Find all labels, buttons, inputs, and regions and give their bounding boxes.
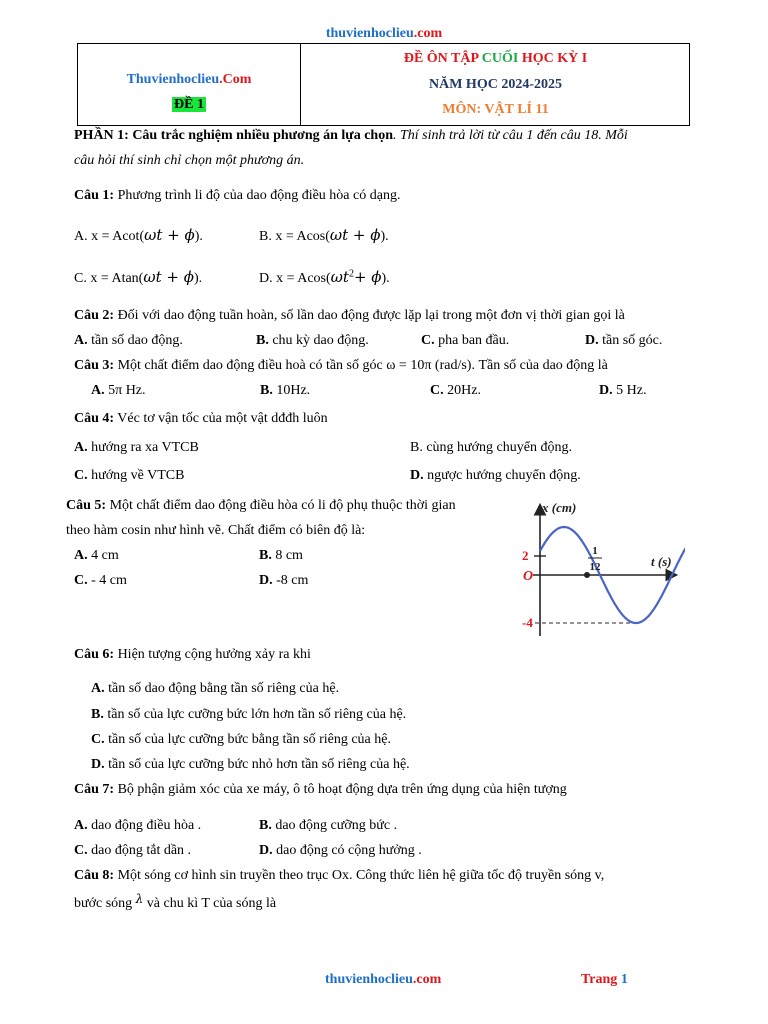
q5-option-b[interactable]: B. 8 cm	[259, 548, 303, 563]
origin-label: O	[523, 569, 534, 584]
q1-option-b[interactable]: B. x = Acos(ωt + ϕ).	[259, 226, 389, 244]
q2-option-c[interactable]: C. pha ban đầu.	[421, 333, 510, 348]
footer-site-url[interactable]: thuvienhoclieu.com	[325, 972, 442, 987]
exam-header-box	[77, 43, 690, 126]
q2-option-a[interactable]: A. tần số dao động.	[74, 333, 183, 348]
q6-option-b[interactable]: B. tần số của lực cưỡng bức lớn hơn tần số riêng của hệ.	[91, 707, 407, 722]
q4-option-d[interactable]: D. ngược hướng chuyển động.	[410, 468, 581, 483]
subject: MÔN: VẬT LÍ 11	[442, 102, 549, 117]
question-1: Câu 1: Phương trình li độ của dao động điều hòa có dạng.	[74, 188, 401, 203]
q3-option-d[interactable]: D. 5 Hz.	[599, 383, 647, 398]
q7-option-c[interactable]: C. dao động tắt dần .	[74, 843, 192, 858]
question-8: Câu 8: Một sóng cơ hình sin truyền theo trục Ox. Công thức liên hệ giữa tốc độ truyền sóng v,	[74, 868, 605, 883]
q2-option-b[interactable]: B. chu kỳ dao động.	[256, 333, 369, 348]
lambda-symbol: λ	[135, 892, 144, 906]
x-axis-label: t (s)	[651, 554, 672, 569]
y-tick-label-2: 2	[522, 548, 529, 563]
x-tick-num: 1	[592, 545, 598, 557]
question-7: Câu 7: Bộ phận giảm xóc của xe máy, ô tô hoạt động dựa trên ứng dụng của hiện tượng	[74, 782, 567, 797]
q5-option-d[interactable]: D. -8 cm	[259, 573, 309, 588]
question-2: Câu 2: Đối với dao động tuần hoàn, số lần dao động được lặp lại trong một đơn vị thời gian gọi là	[74, 308, 625, 323]
q6-option-d[interactable]: D. tần số của lực cưỡng bức nhỏ hơn tần số riêng của hệ.	[91, 757, 410, 772]
question-6: Câu 6: Hiện tượng cộng hưởng xảy ra khi	[74, 647, 311, 662]
question-5: Câu 5: Một chất điểm dao động điều hòa có li độ phụ thuộc thời gian	[66, 498, 456, 513]
exam-code: ĐỀ 1	[174, 97, 204, 112]
part1-heading: PHẦN 1: Câu trắc nghiệm nhiều phương án lựa chọn. Thí sinh trả lời từ câu 1 đến câu 18. Mỗi	[74, 128, 628, 143]
q3-option-a[interactable]: A. 5π Hz.	[91, 383, 146, 398]
page-number: Trang 1	[581, 972, 628, 987]
q4-option-c[interactable]: C. hướng về VTCB	[74, 468, 185, 483]
part1-instruction: câu hỏi thí sinh chỉ chọn một phương án.	[74, 153, 305, 168]
question-4: Câu 4: Véc tơ vận tốc của một vật dđđh luôn	[74, 411, 328, 426]
q6-option-c[interactable]: C. tần số của lực cưỡng bức bằng tần số riêng của hệ.	[91, 732, 391, 747]
school-year: NĂM HỌC 2024-2025	[429, 77, 562, 92]
q3-option-c[interactable]: C. 20Hz.	[430, 383, 481, 398]
y-tick-label-neg4: -4	[522, 615, 533, 630]
q4-option-b[interactable]: B. cùng hướng chuyển động.	[410, 440, 572, 455]
oscillation-graph	[505, 496, 685, 641]
q2-option-d[interactable]: D. tần số góc.	[585, 333, 663, 348]
q3-option-b[interactable]: B. 10Hz.	[260, 383, 311, 398]
x-tick-den: 12	[589, 561, 601, 573]
q7-option-b[interactable]: B. dao động cưỡng bức .	[259, 818, 398, 833]
q1-option-c[interactable]: C. x = Atan(ωt + ϕ).	[74, 268, 203, 286]
q5-option-a[interactable]: A. 4 cm	[74, 548, 119, 563]
q6-option-a[interactable]: A. tần số dao động bằng tần số riêng của hệ.	[91, 681, 340, 696]
q7-option-a[interactable]: A. dao động điều hòa .	[74, 818, 202, 833]
q1-option-a[interactable]: A. x = Acot(ωt + ϕ).	[74, 226, 203, 244]
site-url-top[interactable]: thuvienhoclieu.com	[325, 26, 443, 41]
q7-option-d[interactable]: D. dao động có cộng hưởng .	[259, 843, 422, 858]
q5-option-c[interactable]: C. - 4 cm	[74, 573, 127, 588]
y-axis-label: x (cm)	[542, 500, 577, 515]
q4-option-a[interactable]: A. hướng ra xa VTCB	[74, 440, 199, 455]
exam-title: ĐỀ ÔN TẬP CUỐI HỌC KỲ I	[403, 51, 588, 66]
question-5-cont: theo hàm cosin như hình vẽ. Chất điểm có biên độ là:	[66, 523, 366, 538]
question-3: Câu 3: Một chất điểm dao động điều hoà có tần số góc ω = 10π (rad/s). Tần số của dao động là	[74, 358, 608, 373]
question-8-cont: bước sóng λ và chu kì T của sóng là	[74, 892, 277, 911]
header-site-name: Thuvienhoclieu.Com	[126, 72, 252, 87]
q1-option-d[interactable]: D. $x = Acos(\omega t^2+ \phi)$.	[259, 268, 390, 286]
